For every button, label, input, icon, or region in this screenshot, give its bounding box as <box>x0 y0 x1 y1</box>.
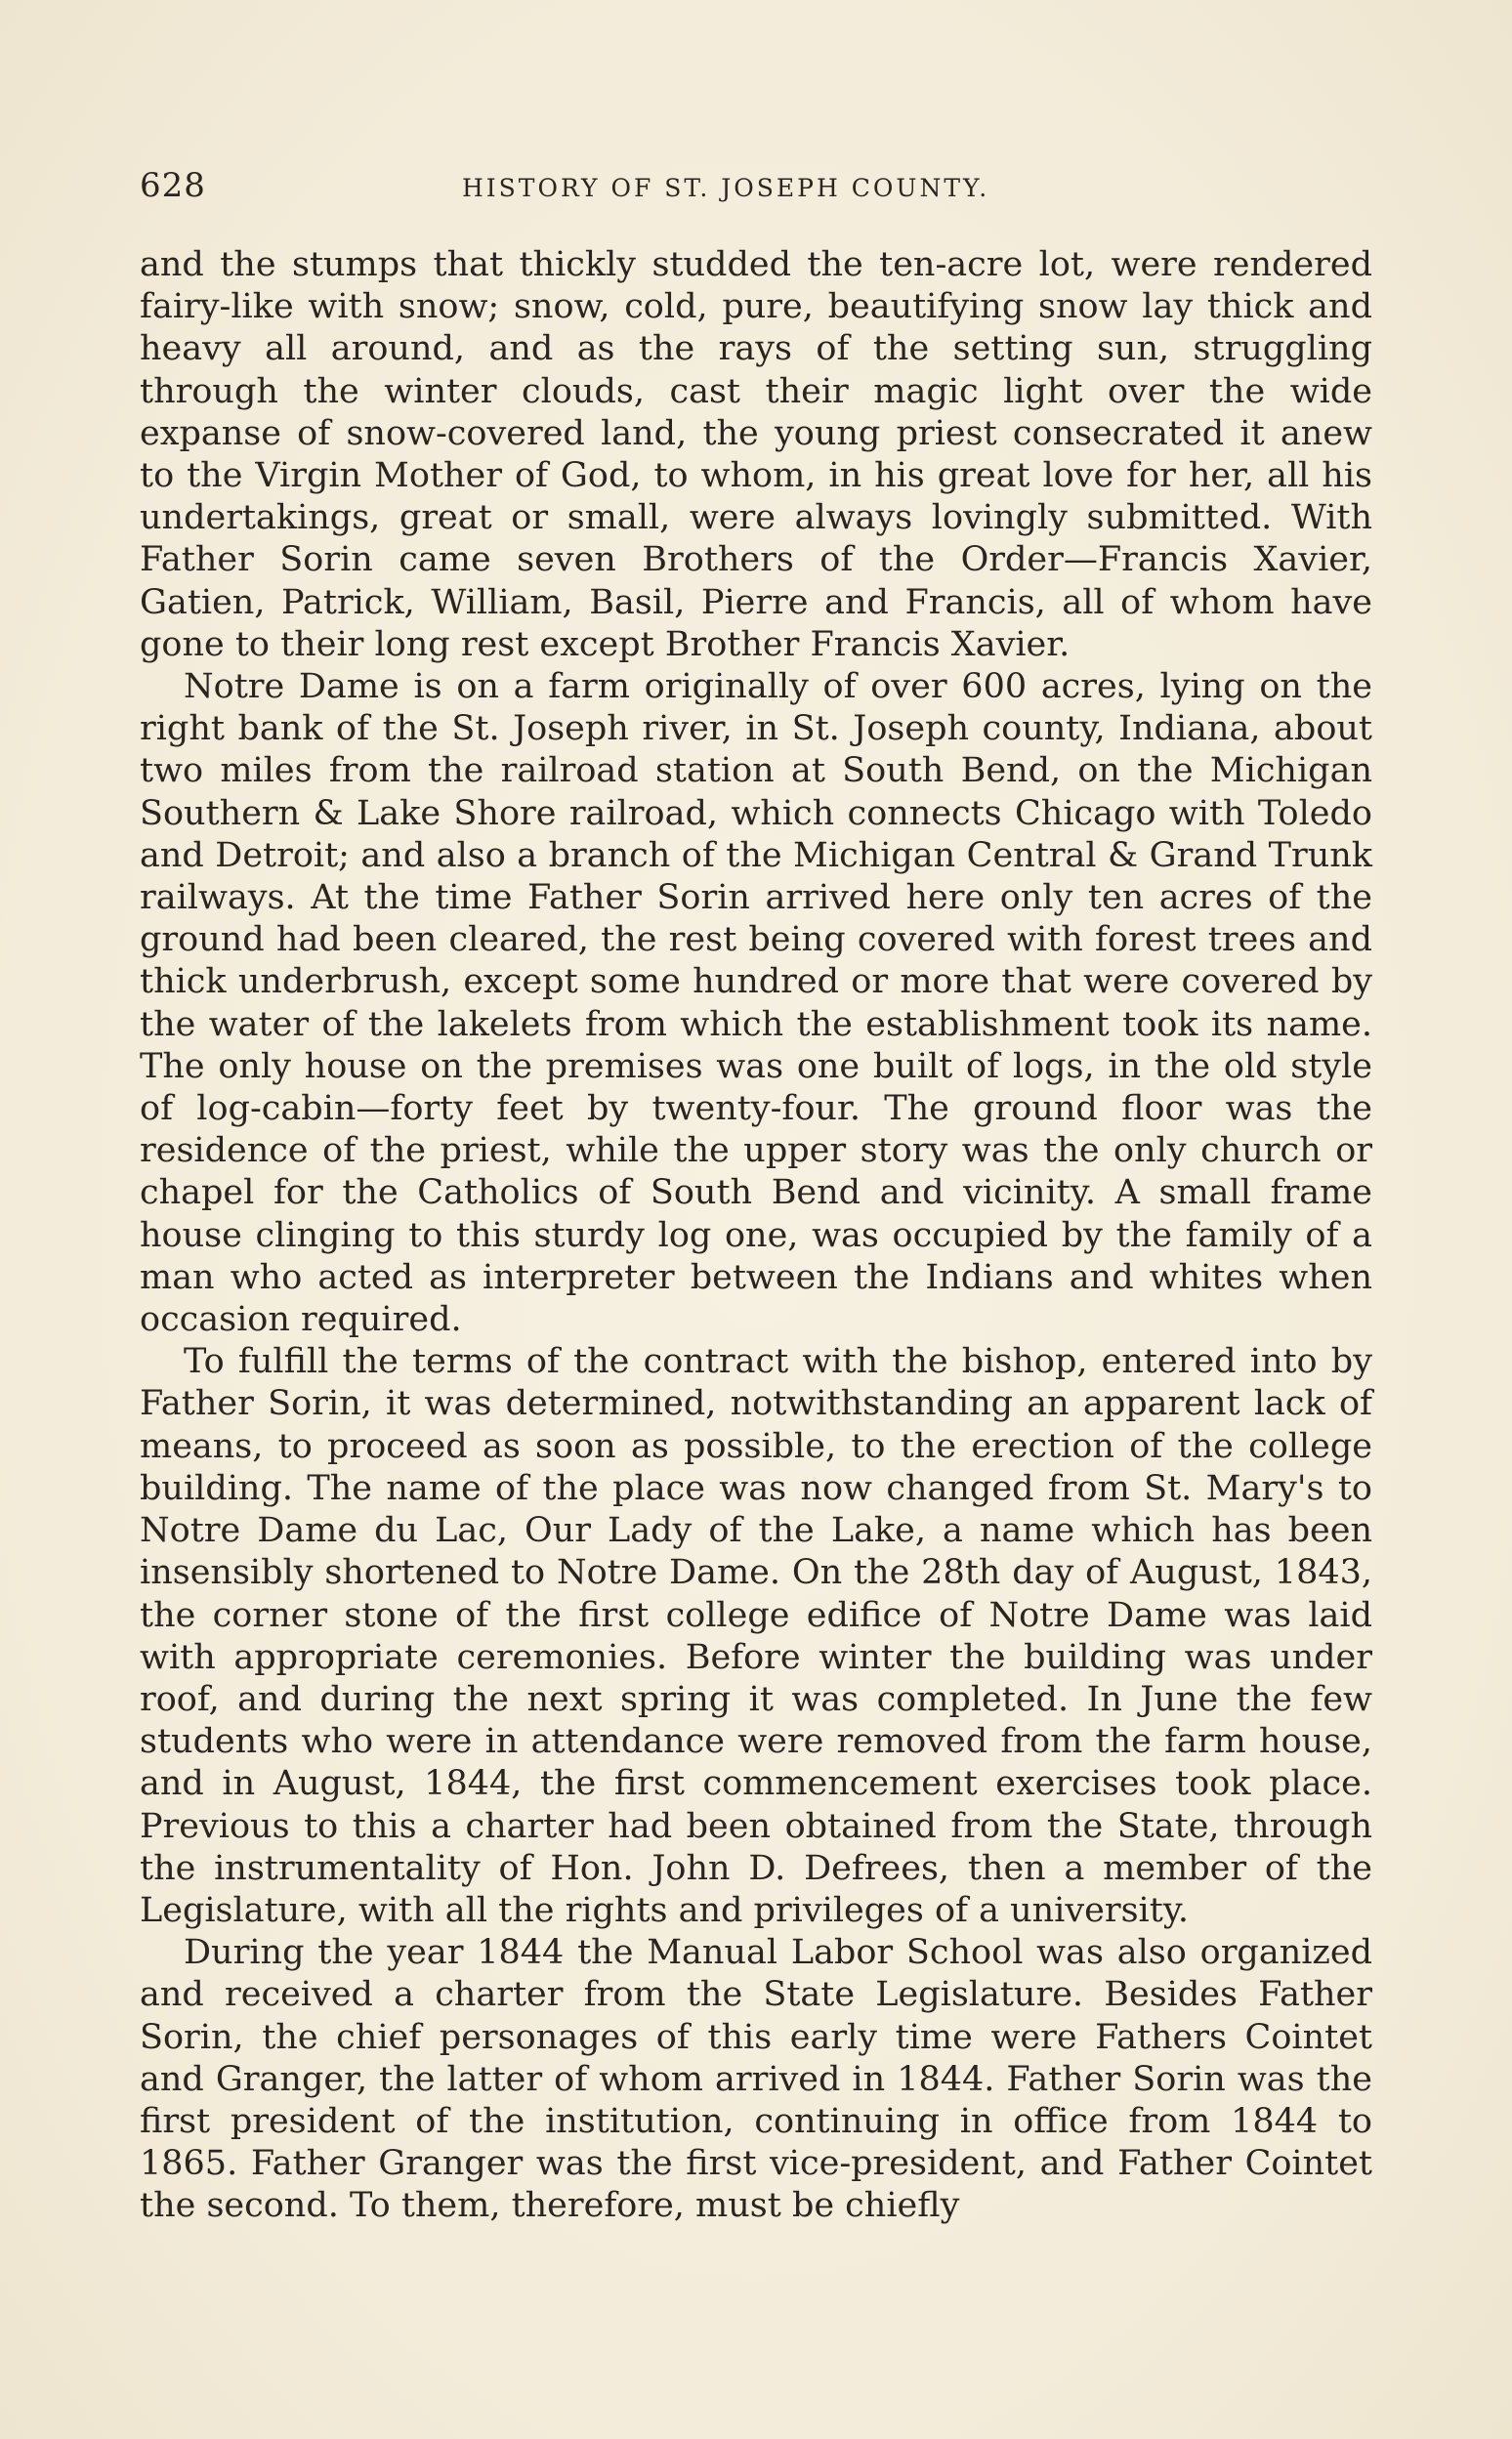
paragraph-notre-dame-farm: Notre Dame is on a farm originally of over 600 acres, lying on the right bank of the St. Joseph river, in St. Joseph county, Indiana, about two miles from the railroad station at South Bend, on the Michigan Southern & Lake Shore railroad, which connects Chicago with Toledo and Detroit; and also a branch of the Michigan Central & Grand Trunk railways. At the time Father Sorin arrived here only ten acres of the ground had been cleared, the rest being covered with forest trees and thick underbrush, except some hundred or more that were covered by the water of the lakelets from which the establishment took its name. The only house on the premises was one built of logs, in the old style of log-cabin—forty feet by twenty-four. The ground floor was the residence of the priest, while the upper story was the only church or chapel for the Catholics of South Bend and vicinity. A small frame house clinging to this sturdy log one, was occupied by the family of a man who acted as interpreter between the Indians and whites when occasion required. <box>140 667 1372 1340</box>
running-title: HISTORY OF ST. JOSEPH COUNTY. <box>462 174 990 202</box>
paragraph-manual-labor-school: During the year 1844 the Manual Labor School was also organized and received a charter from the State Legislature. Besides Father Sorin, the chief personages of this early time were Fathers Cointet and Granger, the latter of whom arrived in 1844. Father Sorin was the first president of the institution, continuing in office from 1844 to 1865. Father Granger was the first vice-president, and Father Cointet the second. To them, therefore, must be chiefly <box>140 1933 1372 2226</box>
running-head <box>140 166 1372 215</box>
paragraph-college-building: To fulfill the terms of the contract with the bishop, entered into by Father Sorin, it was determined, notwithstanding an apparent lack of means, to proceed as soon as possible, to the erection of the college building. The name of the place was now changed from St. Mary's to Notre Dame du Lac, Our Lady of the Lake, a name which has been insensibly shortened to Notre Dame. On the 28th day of August, 1843, the corner stone of the first college edifice of Notre Dame was laid with appropriate ceremonies. Before winter the building was under roof, and during the next spring it was completed. In June the few students who were in attendance were removed from the farm house, and in August, 1844, the first commencement exercises took place. Previous to this a charter had been obtained from the State, through the instrumentality of Hon. John D. Defrees, then a member of the Legislature, with all the rights and privileges of a university. <box>140 1342 1372 1930</box>
paragraph-continuation: and the stumps that thickly studded the ten-acre lot, were rendered fairy-like with snow; snow, cold, pure, beautifying snow lay thick and heavy all around, and as the rays of the setting sun, struggling through the winter clouds, cast their magic light over the wide expanse of snow-covered land, the young priest consecrated it anew to the Virgin Mother of God, to whom, in his great love for her, all his undertakings, great or small, were always lovingly submitted. With Father Sorin came seven Brothers of the Order—Francis Xavier, Gatien, Patrick, William, Basil, Pierre and Francis, all of whom have gone to their long rest except Brother Francis Xavier. <box>140 245 1372 664</box>
body-text <box>140 244 1372 2228</box>
page-number: 628 <box>140 166 206 205</box>
